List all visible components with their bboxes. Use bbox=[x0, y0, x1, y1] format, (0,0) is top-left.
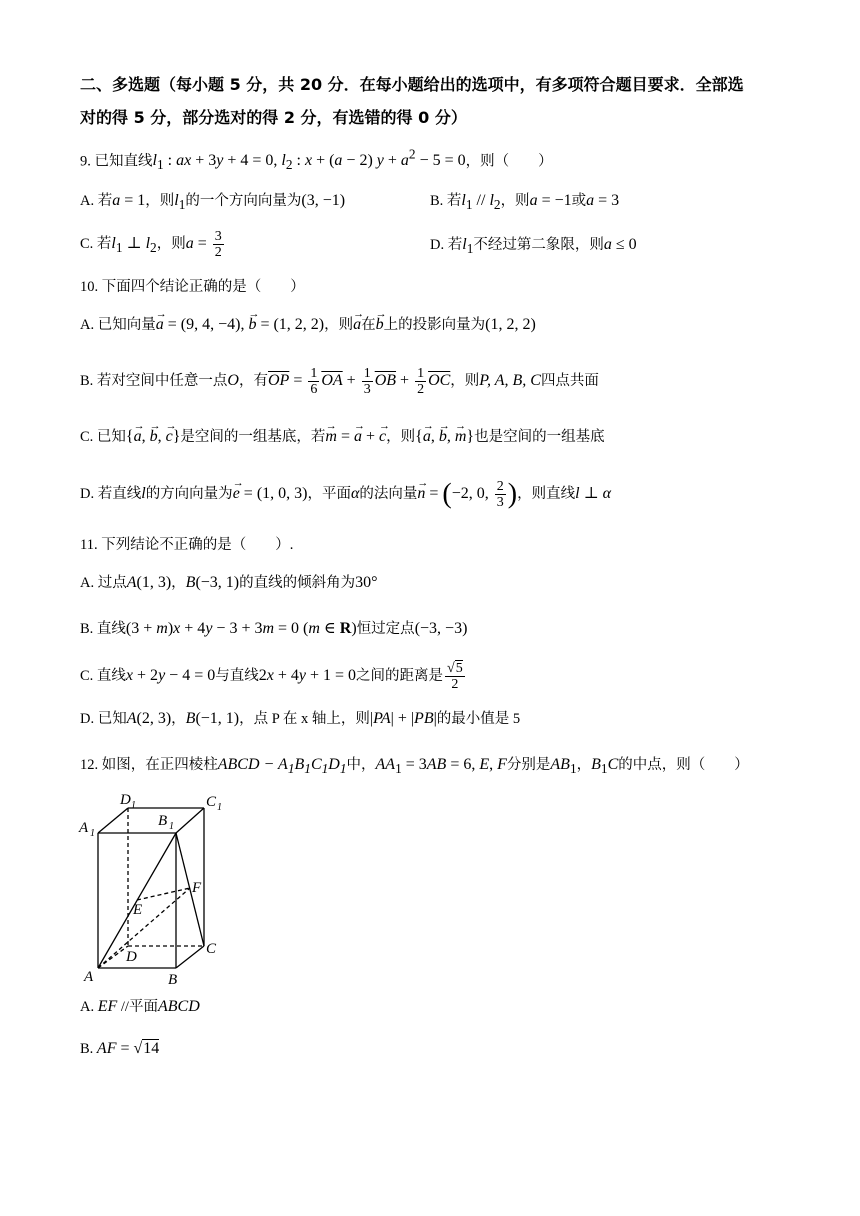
q9-option-b-label: B. bbox=[430, 193, 444, 209]
q10-option-d-label: D. bbox=[80, 486, 95, 502]
q9-option-a-post: 的一个方向向量为 bbox=[185, 193, 302, 209]
segment-ab1 bbox=[98, 833, 176, 968]
q10-option-b-then: ，则 bbox=[450, 373, 480, 389]
q11-option-c-mid: 与直线 bbox=[215, 668, 259, 684]
label-c: C bbox=[206, 941, 217, 957]
q10-option-d-mid: 的方向向量为 bbox=[145, 486, 233, 502]
edge-ad bbox=[98, 946, 128, 968]
q10-option-c-pre: 已知 bbox=[96, 429, 126, 445]
q11-option-d-label: D. bbox=[80, 711, 95, 727]
q9-option-b-mid: ，则 bbox=[500, 193, 530, 209]
q10-option-b-label: B. bbox=[80, 373, 94, 389]
q12-stem: 12. 如图，在正四棱柱ABCD − $A_1B_1C_1D_1$中，$AA_1 = 3AB = 6$, E, F分别是$AB_1$，$B_1C$的中点，则（ ） bbox=[80, 756, 749, 777]
label-b1: B bbox=[158, 813, 168, 829]
q12-option-a-text: //平面 bbox=[120, 999, 158, 1015]
segment-ef bbox=[137, 888, 190, 900]
q12-option-a: A. EF //平面ABCD bbox=[80, 998, 200, 1015]
q9-lines-equation: $l_1$ : ax + 3y + 4 = 0, $l_2$ : x + (a − 2) $y + a^2 - 5 = 0$ bbox=[152, 147, 466, 173]
q10-option-b-pre: 若对空间中任意一点 bbox=[96, 373, 228, 389]
q11-option-d: D. 已知A(2, 3)，B(−1, 1)，点 P 在 x 轴上，则|PA| + |PB|的最小值是 5 bbox=[80, 710, 521, 727]
q10-number: 10. bbox=[80, 279, 99, 295]
q11-option-c: C. 直线x + 2y − 4 = 0与直线2x + 4y + 1 = 0之间的距离是 $\frac{√5}{2}$ bbox=[80, 661, 463, 693]
q10-option-c-label: C. bbox=[80, 429, 94, 445]
q11-stem-text: 下列结论不正确的是（ ）. bbox=[101, 537, 294, 553]
edge-bc bbox=[176, 946, 204, 968]
q11-option-d-post: 的最小值是 5 bbox=[436, 711, 521, 727]
label-c1: C bbox=[206, 794, 217, 810]
q9-option-b: B. 若$l_1 // l_2$，则a = −1或a = 3 bbox=[430, 192, 620, 213]
q11-option-b-mid: 恒过定点 bbox=[356, 621, 415, 637]
q9-option-d: D. 若$l_1$不经过第二象限，则a ≤ 0 bbox=[430, 236, 637, 257]
q11-option-c-post: 之间的距离是 bbox=[356, 668, 444, 684]
q10-option-a-mid: ，则 bbox=[324, 317, 354, 333]
q9-option-a: A. 若a = 1，则$l_1$的一个方向向量为(3, −1) bbox=[80, 192, 346, 213]
q11-option-d-mid: ，点 P 在 x 轴上，则 bbox=[239, 711, 370, 727]
q12-stem-d: 的中点，则（ ） bbox=[618, 757, 749, 773]
q10-option-a: A. 已知向量→ a = (9, 4, −4), → b = (1, 2, 2)，则→ a在→ b上的投影向量为(1, 2, 2) bbox=[80, 314, 536, 336]
q11-option-d-pre: 已知 bbox=[97, 711, 127, 727]
q10-option-b-post: 四点共面 bbox=[540, 373, 599, 389]
q10-option-a-pre: 已知向量 bbox=[97, 317, 156, 333]
q10-stem-text: 下面四个结论正确的是（ ） bbox=[101, 279, 305, 295]
q11-option-a-post: 的直线的倾斜角为 bbox=[239, 575, 356, 591]
edge-a1d1 bbox=[98, 808, 128, 833]
edge-b1c1 bbox=[176, 808, 204, 833]
label-c1-sub: 1 bbox=[217, 802, 222, 813]
q9-option-a-mid: ，则 bbox=[145, 193, 175, 209]
q10-option-b: B. 若对空间中任意一点O，有$\overline{OP}$ = $\frac{1}{6}$ $\overline{OA}$ + $\frac{1}{3}$ $\overline{OB}$ + $\frac{1}{2}$ $\overline{OC}$，则P, A, B, C四点共面 bbox=[80, 365, 599, 397]
label-f: F bbox=[192, 880, 202, 896]
q10-stem bbox=[80, 276, 305, 298]
q10-option-d-pre: 若直线 bbox=[97, 486, 142, 502]
label-d: D bbox=[126, 949, 137, 965]
q10-option-a-label: A. bbox=[80, 317, 95, 333]
q9-stem-end: ，则（ ） bbox=[465, 153, 553, 170]
q9-option-d-pre: 若 bbox=[447, 237, 463, 253]
label-b1-sub: 1 bbox=[169, 821, 174, 832]
q9-option-b-or: 或 bbox=[571, 193, 587, 209]
q11-stem bbox=[80, 534, 293, 556]
q12-option-a-label: A. bbox=[80, 999, 95, 1015]
label-e: E bbox=[133, 902, 143, 918]
q9-option-c: C. 若$l_1$ ⊥ $l_2$，则a = $\frac{3}{2}$ bbox=[80, 229, 222, 261]
q10-option-b-mid: ，有 bbox=[238, 373, 268, 389]
q9-option-a-pre: 若 bbox=[97, 193, 113, 209]
q11-number: 11. bbox=[80, 537, 98, 553]
q12-option-b-label: B. bbox=[80, 1041, 94, 1057]
q12-stem-b: 中， bbox=[346, 757, 376, 773]
q9-option-a-label: A. bbox=[80, 193, 95, 209]
q10-option-c: C. 已知{→ a, → b, → c}是空间的一组基底，若→ m = → a + → c，则{→ a, → b, → m}也是空间的一组基底 bbox=[80, 426, 605, 448]
q9-stem-text: 已知直线 bbox=[94, 153, 153, 170]
q10-option-d-plane: ，平面 bbox=[307, 486, 351, 502]
label-a1-sub: 1 bbox=[90, 828, 95, 839]
q10-option-d-then: ，则直线 bbox=[517, 486, 576, 502]
label-d1: D bbox=[120, 792, 131, 808]
q9-number: 9. bbox=[80, 153, 91, 170]
section-heading-line1: 二、多选题（每小题 5 分，共 20 分．在每小题给出的选项中，有多项符合题目要求．全部选 bbox=[80, 75, 744, 94]
q12-option-b: B. AF = √14 bbox=[80, 1040, 160, 1057]
label-d1-sub: 1 bbox=[131, 800, 136, 811]
q11-option-c-label: C. bbox=[80, 668, 94, 684]
section-heading-line2: 对的得 5 分，部分选对的得 2 分，有选错的得 0 分） bbox=[80, 108, 467, 127]
label-a: A bbox=[84, 969, 94, 985]
q11-option-a-pre: 过点 bbox=[97, 575, 127, 591]
q9-option-d-label: D. bbox=[430, 237, 445, 253]
q10-option-c-mid: 是空间的一组基底，若 bbox=[180, 429, 326, 445]
q10-option-d: D. 若直线l的方向向量为→ e = (1, 0, 3)，平面α的法向量→ n = (−2, 0, $\frac{2}{3}$ )，则直线l ⊥ α bbox=[80, 474, 611, 514]
prism-figure bbox=[76, 788, 236, 993]
section-heading bbox=[80, 68, 800, 134]
q11-option-b-pre: 直线 bbox=[96, 621, 126, 637]
q9-option-b-pre: 若 bbox=[446, 193, 462, 209]
q10-option-a-post: 上的投影向量为 bbox=[383, 317, 486, 333]
q12-stem-c: 分别是 bbox=[506, 757, 551, 773]
q10-option-c-post: 也是空间的一组基底 bbox=[474, 429, 605, 445]
q9-option-c-pre: 若 bbox=[96, 236, 112, 252]
q9-option-c-label: C. bbox=[80, 236, 94, 252]
q12-number: 12. bbox=[80, 757, 99, 773]
q11-option-b-label: B. bbox=[80, 621, 94, 637]
q12-stem-a: 如图，在正四棱柱 bbox=[101, 757, 218, 773]
q10-option-a-at: 在 bbox=[361, 317, 376, 333]
q10-option-c-then: ，则 bbox=[386, 429, 416, 445]
q9-stem bbox=[80, 144, 553, 177]
q11-option-b: B. 直线(3 + m)x + 4y − 3 + 3m = 0 (m ∈ R)恒过定点(−3, −3) bbox=[80, 620, 468, 637]
q9-option-c-mid: ，则 bbox=[156, 236, 186, 252]
q9-option-d-mid: 不经过第二象限，则 bbox=[473, 237, 604, 253]
q11-option-c-pre: 直线 bbox=[96, 668, 126, 684]
q10-option-d-normal: 的法向量 bbox=[359, 486, 418, 502]
label-a1: A bbox=[79, 820, 89, 836]
q11-option-a: A. 过点A(1, 3)，B(−3, 1)的直线的倾斜角为30° bbox=[80, 574, 378, 591]
q11-option-a-label: A. bbox=[80, 575, 95, 591]
label-b: B bbox=[168, 972, 178, 988]
